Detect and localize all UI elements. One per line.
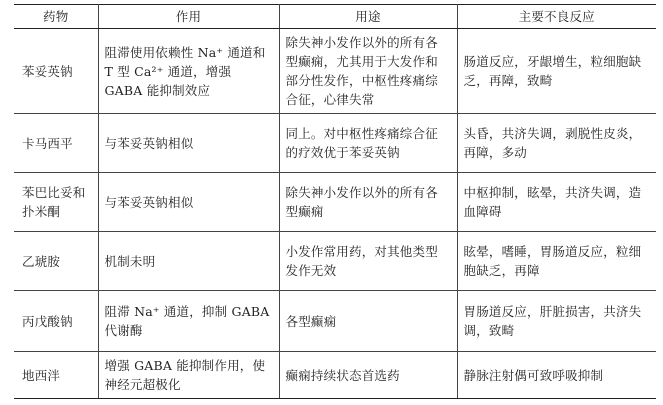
use-cell: 除失神小发作以外的所有各型癫痫，尤其用于大发作和部分性发作，中枢性疼痛综合征，心律失常: [279, 29, 457, 114]
table-row: [14, 114, 656, 173]
table-header: [14, 5, 656, 29]
use-cell: 小发作常用药，对其他类型发作无效: [279, 232, 457, 291]
drug-name-cell: 地西泮: [14, 352, 98, 399]
header-row: [14, 5, 656, 29]
action-cell: 阻滞使用依赖性 Na⁺ 通道和 T 型 Ca²⁺ 通道，增强 GABA 能抑制效应: [98, 29, 279, 114]
action-cell: 与苯妥英钠相似: [98, 173, 279, 232]
adverse-cell: 肠道反应，牙龈增生，粒细胞缺乏，再障，致畸: [457, 29, 656, 114]
action-cell: 增强 GABA 能抑制作用，使神经元超极化: [98, 352, 279, 399]
action-cell: 与苯妥英钠相似: [98, 114, 279, 173]
header-use: 用途: [279, 5, 457, 29]
table-body: [14, 29, 656, 399]
action-cell: 阻滞 Na⁺ 通道，抑制 GABA 代谢酶: [98, 291, 279, 352]
adverse-cell: 眩晕，嗜睡，胃肠道反应，粒细胞缺乏，再障: [457, 232, 656, 291]
table-row: [14, 352, 656, 399]
drug-name-cell: 苯巴比妥和扑米酮: [14, 173, 98, 232]
use-cell: 除失神小发作以外的所有各型癫痫: [279, 173, 457, 232]
header-action: 作用: [98, 5, 279, 29]
header-drug: 药物: [14, 5, 98, 29]
drug-table-container: [14, 4, 656, 399]
adverse-cell: 中枢抑制，眩晕，共济失调，造血障碍: [457, 173, 656, 232]
table-row: [14, 29, 656, 114]
use-cell: 癫痫持续状态首选药: [279, 352, 457, 399]
use-cell: 各型癫痫: [279, 291, 457, 352]
table-row: [14, 232, 656, 291]
use-cell: 同上。对中枢性疼痛综合征的疗效优于苯妥英钠: [279, 114, 457, 173]
adverse-cell: 静脉注射偶可致呼吸抑制: [457, 352, 656, 399]
drug-name-cell: 苯妥英钠: [14, 29, 98, 114]
table-row: [14, 291, 656, 352]
action-cell: 机制未明: [98, 232, 279, 291]
table-row: [14, 173, 656, 232]
drug-name-cell: 丙戊酸钠: [14, 291, 98, 352]
adverse-cell: 胃肠道反应，肝脏损害，共济失调，致畸: [457, 291, 656, 352]
drug-name-cell: 卡马西平: [14, 114, 98, 173]
adverse-cell: 头昏，共济失调，剥脱性皮炎，再障，多动: [457, 114, 656, 173]
drug-name-cell: 乙琥胺: [14, 232, 98, 291]
header-adverse: 主要不良反应: [457, 5, 656, 29]
antiepileptic-drug-table: [14, 4, 656, 399]
